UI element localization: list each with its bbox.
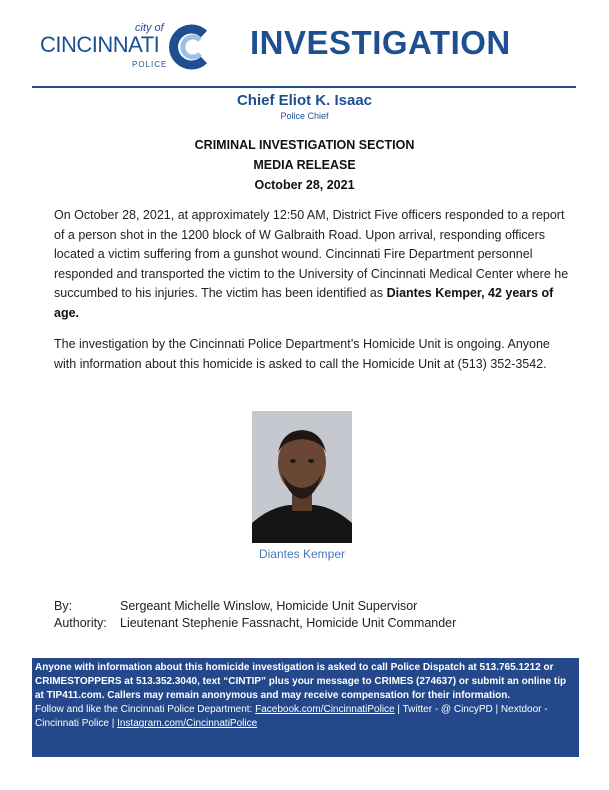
logo-city-of: city of (135, 22, 164, 34)
body-paragraph-1 (54, 206, 574, 323)
chief-name: Chief Eliot K. Isaac (236, 92, 373, 109)
social-links (32, 703, 579, 731)
cincinnati-police-logo (40, 22, 215, 72)
by-value: Sergeant Michelle Winslow, Homicide Unit Supervisor (120, 599, 418, 613)
logo-c-emblem-icon (164, 22, 214, 72)
authority-value: Lieutenant Stephenie Fassnacht, Homicide Unit Commander (120, 616, 457, 630)
release-type: MEDIA RELEASE (253, 158, 356, 172)
section-heading: CRIMINAL INVESTIGATION SECTION (194, 138, 415, 152)
tip-footer (32, 658, 579, 757)
by-label: By: (54, 599, 73, 613)
facebook-link[interactable]: Facebook.com/CincinnatiPolice (255, 704, 395, 715)
by-row (54, 599, 417, 613)
follow-prefix: Follow and like the Cincinnati Police Department: (35, 704, 256, 715)
logo-city-name: CINCINNATI (40, 32, 160, 57)
authority-label: Authority: (54, 616, 107, 630)
header-divider (32, 86, 576, 88)
twitter-text: | Twitter - @ CincyPD | (394, 704, 501, 715)
release-date: October 28, 2021 (254, 178, 355, 192)
instagram-link[interactable]: Instagram.com/CincinnatiPolice (117, 718, 258, 729)
body-paragraph-2: The investigation by the Cincinnati Police Department’s Homicide Unit is ongoing. Anyone with information about this homicide is asked to call the Homicide Unit at (513) 352-3542. (54, 337, 550, 371)
body-paragraph-1-text: On October 28, 2021, at approximately 12:50 AM, District Five officers responded to a report of a person shot in the 1200 block of W Galbraith Road. Upon arrival, responding officers located a victim suffering from a gunshot wound. Cincinnati Fire Department personnel responded and transported the victim to the University of Cincinnati Medical Center where he succumbed to his injuries. The victim has been identified as (54, 208, 569, 300)
page-title: INVESTIGATION (250, 24, 511, 61)
victim-identity: Diantes Kemper, 42 years of age. (54, 286, 554, 320)
nextdoor-text: Nextdoor - Cincinnati Police | (35, 704, 548, 729)
tip-text: Anyone with information about this homicide investigation is asked to call Police Dispatch at 513.765.1212 or CRIMESTOPPERS at 513.352.3040, text “CINTIP” plus your message to CRIMES (274637) or submit an online tip at TIP411.com. Callers may remain anonymous and may receive compensation for their information. (35, 662, 567, 701)
logo-dept: POLICE (132, 60, 168, 69)
chief-role: Police Chief (280, 111, 329, 121)
victim-photo (252, 411, 352, 543)
photo-caption: Diantes Kemper (258, 547, 346, 561)
authority-row (54, 616, 456, 630)
